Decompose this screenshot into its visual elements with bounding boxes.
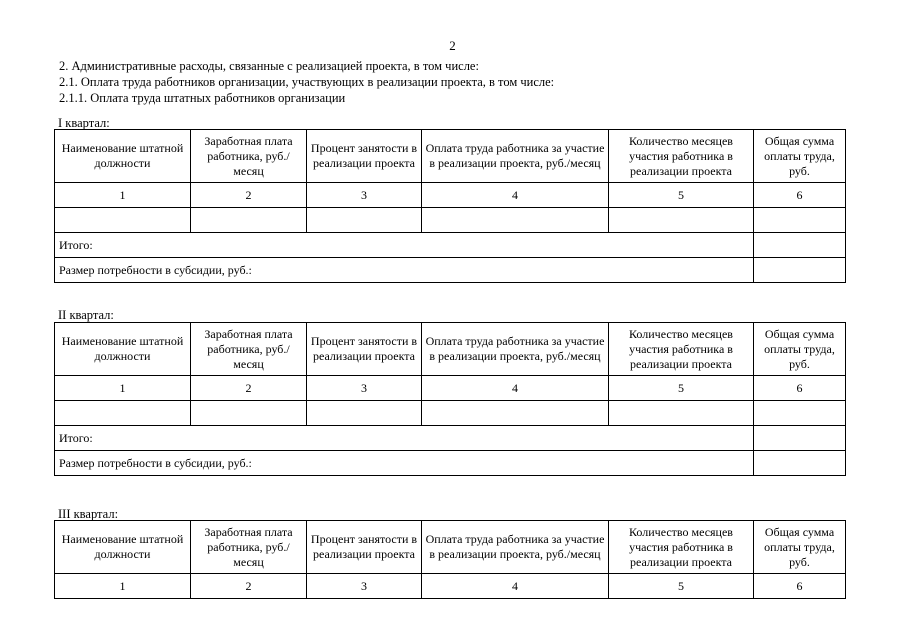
header-row <box>55 323 846 376</box>
subsidy-value-cell[interactable] <box>754 451 846 476</box>
column-number: 3 <box>307 183 422 208</box>
table-cell[interactable] <box>609 208 754 233</box>
subsidy-value-cell[interactable] <box>754 258 846 283</box>
table-row <box>55 208 846 233</box>
column-number: 5 <box>609 183 754 208</box>
subsidy-row <box>55 258 846 283</box>
column-number-row <box>55 183 846 208</box>
col-header-total: Общая сумма оплаты труда, руб. <box>754 130 846 183</box>
table-cell[interactable] <box>754 208 846 233</box>
col-header-months: Количество месяцев участия работника в реализации проекта <box>609 521 754 574</box>
header-row <box>55 130 846 183</box>
col-header-salary: Заработная плата работника, руб./месяц <box>191 521 307 574</box>
total-label: Итого: <box>55 233 754 258</box>
column-number-row <box>55 376 846 401</box>
subsidy-label: Размер потребности в субсидии, руб.: <box>55 258 754 283</box>
total-label: Итого: <box>55 426 754 451</box>
quarter-2-table <box>54 322 846 476</box>
table-cell[interactable] <box>422 208 609 233</box>
total-row <box>55 426 846 451</box>
column-number: 2 <box>191 183 307 208</box>
subsidy-row <box>55 451 846 476</box>
page-number: 2 <box>449 38 456 53</box>
table-cell[interactable] <box>422 401 609 426</box>
col-header-months: Количество месяцев участия работника в реализации проекта <box>609 130 754 183</box>
heading-line-3: 2.1.1. Оплата труда штатных работников организации <box>59 91 346 105</box>
quarter-2-label: II квартал: <box>58 308 114 322</box>
table-row <box>55 401 846 426</box>
column-number: 5 <box>609 376 754 401</box>
table-cell[interactable] <box>754 401 846 426</box>
table-cell[interactable] <box>191 208 307 233</box>
column-number: 1 <box>55 183 191 208</box>
col-header-position: Наименование штатной должности <box>55 130 191 183</box>
quarter-3-label: III квартал: <box>58 507 119 521</box>
subsidy-label: Размер потребности в субсидии, руб.: <box>55 451 754 476</box>
col-header-total: Общая сумма оплаты труда, руб. <box>754 323 846 376</box>
heading-line-2: 2.1. Оплата труда работников организации, участвующих в реализации проекта, в том числе: <box>59 75 555 89</box>
col-header-total: Общая сумма оплаты труда, руб. <box>754 521 846 574</box>
col-header-salary: Заработная плата работника, руб./месяц <box>191 323 307 376</box>
col-header-salary: Заработная плата работника, руб./месяц <box>191 130 307 183</box>
quarter-3-table <box>54 520 846 599</box>
col-header-project-pay: Оплата труда работника за участие в реализации проекта, руб./месяц <box>422 521 609 574</box>
table-cell[interactable] <box>609 401 754 426</box>
col-header-months: Количество месяцев участия работника в реализации проекта <box>609 323 754 376</box>
column-number: 6 <box>754 183 846 208</box>
column-number: 6 <box>754 376 846 401</box>
column-number: 1 <box>55 376 191 401</box>
col-header-project-pay: Оплата труда работника за участие в реализации проекта, руб./месяц <box>422 130 609 183</box>
column-number: 1 <box>55 574 191 599</box>
column-number: 2 <box>191 574 307 599</box>
col-header-project-pay: Оплата труда работника за участие в реализации проекта, руб./месяц <box>422 323 609 376</box>
column-number: 2 <box>191 376 307 401</box>
column-number: 5 <box>609 574 754 599</box>
col-header-position: Наименование штатной должности <box>55 521 191 574</box>
table-cell[interactable] <box>191 401 307 426</box>
quarter-1-table <box>54 129 846 283</box>
heading-line-1: 2. Административные расходы, связанные с реализацией проекта, в том числе: <box>59 59 479 73</box>
column-number: 6 <box>754 574 846 599</box>
quarter-1-label: I квартал: <box>58 116 110 130</box>
col-header-employment-percent: Процент занятости в реализации проекта <box>307 323 422 376</box>
col-header-employment-percent: Процент занятости в реализации проекта <box>307 521 422 574</box>
column-number: 4 <box>422 376 609 401</box>
header-row <box>55 521 846 574</box>
col-header-position: Наименование штатной должности <box>55 323 191 376</box>
column-number: 3 <box>307 574 422 599</box>
table-cell[interactable] <box>55 401 191 426</box>
table-cell[interactable] <box>307 208 422 233</box>
column-number-row <box>55 574 846 599</box>
table-cell[interactable] <box>307 401 422 426</box>
column-number: 4 <box>422 574 609 599</box>
column-number: 4 <box>422 183 609 208</box>
column-number: 3 <box>307 376 422 401</box>
total-row <box>55 233 846 258</box>
col-header-employment-percent: Процент занятости в реализации проекта <box>307 130 422 183</box>
total-value-cell[interactable] <box>754 426 846 451</box>
table-cell[interactable] <box>55 208 191 233</box>
total-value-cell[interactable] <box>754 233 846 258</box>
